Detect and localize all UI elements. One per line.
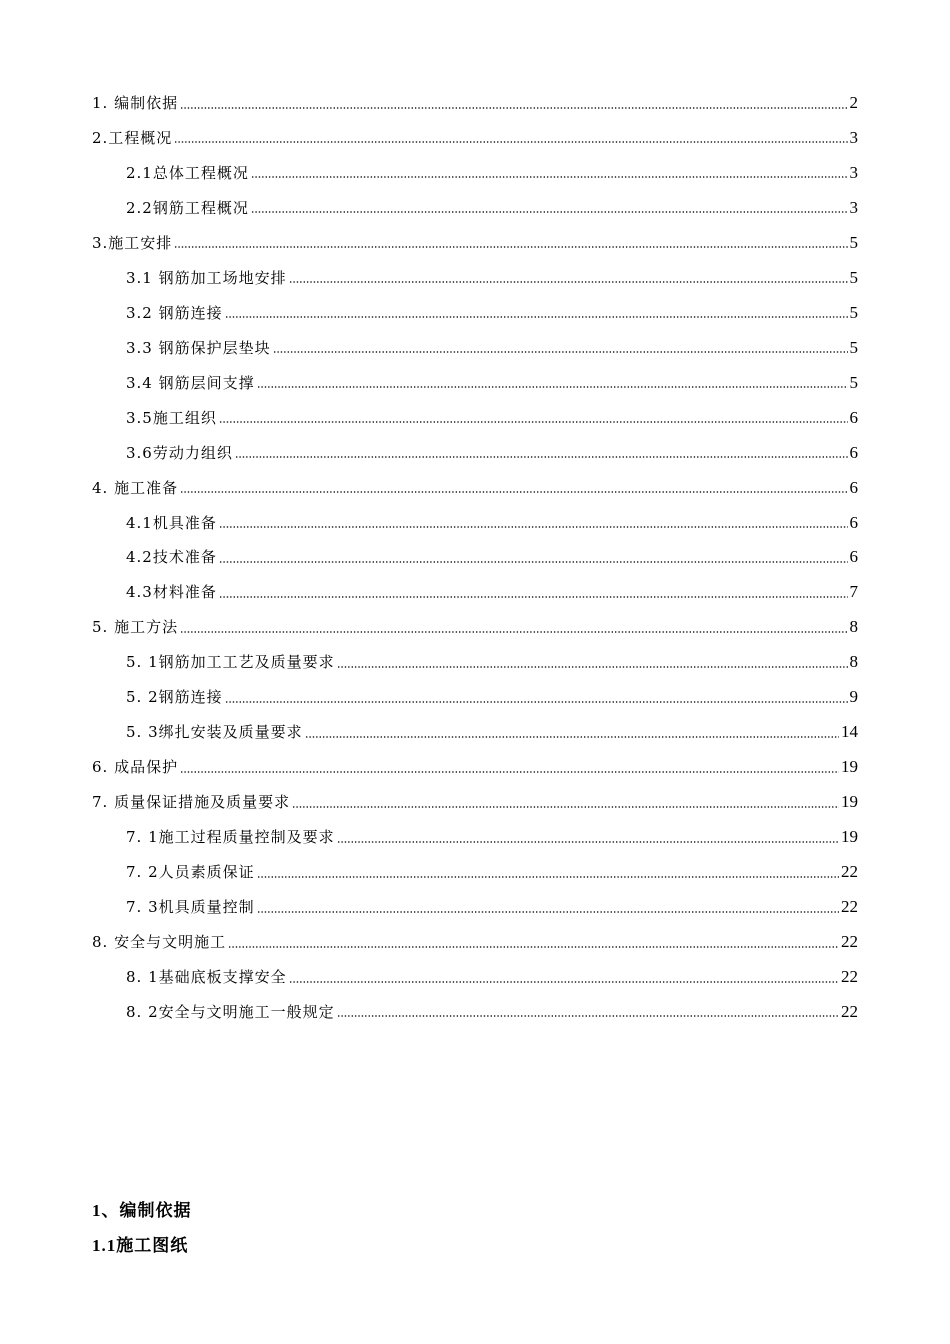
toc-entry[interactable] — [126, 436, 858, 470]
toc-entry-label: 3.1 钢筋加工场地安排 — [126, 268, 287, 287]
toc-entry[interactable] — [126, 855, 858, 889]
toc-entry[interactable] — [126, 890, 858, 924]
toc-entry[interactable] — [126, 191, 858, 225]
toc-dot-leader — [337, 666, 848, 668]
toc-dot-leader — [235, 456, 848, 458]
toc-dot-leader — [219, 526, 848, 528]
toc-entry[interactable] — [92, 226, 858, 260]
toc-dot-leader — [273, 351, 848, 353]
toc-entry-label: 5. 1钢筋加工工艺及质量要求 — [126, 653, 335, 672]
toc-entry[interactable] — [92, 785, 858, 819]
toc-dot-leader — [257, 911, 839, 913]
toc-entry[interactable] — [126, 331, 858, 365]
toc-page-number: 6 — [849, 547, 858, 567]
toc-page-number: 5 — [849, 302, 858, 322]
toc-entry[interactable] — [126, 680, 858, 714]
toc-page-number: 7 — [849, 582, 858, 602]
toc-page-number: 22 — [841, 1001, 858, 1021]
toc-entry[interactable] — [126, 715, 858, 749]
toc-entry-label: 8. 1基础底板支撑安全 — [126, 968, 287, 986]
toc-dot-leader — [225, 316, 848, 318]
toc-entry-label: 3.3 钢筋保护层垫块 — [126, 338, 271, 357]
toc-page-number: 6 — [849, 512, 858, 532]
toc-entry[interactable] — [92, 610, 858, 644]
toc-page-number: 3 — [849, 127, 858, 147]
toc-dot-leader — [257, 386, 848, 388]
toc-entry[interactable] — [92, 750, 858, 784]
toc-entry-label: 8. 2安全与文明施工一般规定 — [126, 1002, 335, 1021]
toc-page-number: 8 — [849, 617, 858, 637]
toc-dot-leader — [174, 246, 847, 248]
toc-entry-label: 7. 1施工过程质量控制及要求 — [126, 828, 335, 847]
subsection-heading: 1.1施工图纸 — [92, 1236, 189, 1255]
toc-page-number: 22 — [841, 862, 858, 882]
toc-dot-leader — [180, 107, 847, 109]
toc-entry[interactable] — [126, 540, 858, 574]
toc-dot-leader — [180, 631, 847, 633]
toc-entry-label: 8. 安全与文明施工 — [92, 933, 227, 952]
toc-entry-label: 3.2 钢筋连接 — [126, 303, 223, 322]
toc-entry-label: 4.1机具准备 — [126, 513, 217, 532]
toc-page-number: 6 — [849, 477, 858, 497]
toc-dot-leader — [180, 771, 839, 773]
toc-page-number: 2 — [849, 93, 858, 112]
toc-entry-label: 2.2钢筋工程概况 — [126, 198, 249, 217]
toc-entry[interactable] — [92, 925, 858, 959]
toc-entry[interactable] — [126, 645, 858, 679]
section-heading: 1、编制依据 — [92, 1201, 192, 1220]
toc-entry[interactable] — [92, 121, 858, 155]
toc-entry[interactable] — [126, 820, 858, 854]
toc-entry-label: 2.工程概况 — [92, 128, 173, 147]
toc-page-number: 14 — [841, 722, 858, 742]
toc-dot-leader — [289, 981, 839, 983]
toc-page-number: 5 — [849, 232, 858, 252]
toc-entry[interactable] — [126, 995, 858, 1029]
toc-entry-label: 7. 质量保证措施及质量要求 — [92, 793, 291, 812]
toc-dot-leader — [225, 701, 848, 703]
toc-entry-label: 4. 施工准备 — [92, 478, 179, 497]
toc-page-number: 6 — [849, 407, 858, 427]
toc-page-number: 19 — [841, 757, 858, 777]
toc-dot-leader — [292, 806, 839, 808]
toc-entry-label: 3.4 钢筋层间支撑 — [126, 373, 255, 392]
toc-page-number: 6 — [849, 442, 858, 462]
toc-dot-leader — [251, 211, 848, 213]
toc-entry[interactable] — [126, 401, 858, 435]
toc-entry-label: 7. 2人员素质保证 — [126, 863, 255, 882]
toc-page-number: 5 — [849, 372, 858, 392]
toc-dot-leader — [174, 141, 847, 143]
toc-dot-leader — [219, 561, 848, 563]
toc-entry[interactable] — [126, 960, 858, 994]
toc-page-number: 5 — [849, 337, 858, 357]
toc-page-number: 3 — [849, 197, 858, 217]
toc-dot-leader — [305, 736, 839, 738]
toc-entry-label: 4.3材料准备 — [126, 583, 217, 602]
toc-entry[interactable] — [126, 575, 858, 609]
toc-dot-leader — [257, 876, 839, 878]
toc-entry[interactable] — [126, 506, 858, 540]
toc-entry-label: 5. 3绑扎安装及质量要求 — [126, 723, 303, 742]
toc-entry-label: 1. 编制依据 — [92, 94, 179, 112]
toc-page-number: 22 — [841, 932, 858, 952]
toc-entry[interactable] — [92, 471, 858, 505]
toc-page-number: 19 — [841, 792, 858, 812]
toc-dot-leader — [251, 176, 848, 178]
toc-entry-label: 6. 成品保护 — [92, 758, 179, 777]
toc-page-number: 8 — [849, 652, 858, 672]
toc-dot-leader — [219, 596, 848, 598]
toc-dot-leader — [337, 841, 839, 843]
toc-page-number: 22 — [841, 967, 858, 986]
toc-entry[interactable] — [92, 86, 858, 120]
toc-entry-label: 5. 施工方法 — [92, 618, 179, 637]
toc-entry-label: 3.5施工组织 — [126, 408, 217, 427]
toc-page-number: 5 — [849, 267, 858, 287]
toc-entry[interactable] — [126, 366, 858, 400]
toc-entry-label: 2.1总体工程概况 — [126, 163, 249, 182]
toc-entry-label: 3.6劳动力组织 — [126, 443, 233, 462]
toc-entry[interactable] — [126, 296, 858, 330]
toc-entry-label: 7. 3机具质量控制 — [126, 898, 255, 917]
toc-dot-leader — [289, 281, 848, 283]
toc-page-number: 9 — [849, 687, 858, 707]
toc-page-number: 3 — [849, 162, 858, 182]
toc-dot-leader — [228, 946, 839, 948]
toc-entry-label: 3.施工安排 — [92, 233, 173, 252]
toc-dot-leader — [337, 1015, 839, 1017]
toc-page-number: 19 — [841, 827, 858, 847]
toc-dot-leader — [180, 491, 847, 493]
toc-page-number: 22 — [841, 897, 858, 917]
toc-entry-label: 5. 2钢筋连接 — [126, 688, 223, 707]
toc-entry[interactable] — [126, 156, 858, 190]
toc-entry-label: 4.2技术准备 — [126, 548, 217, 567]
toc-dot-leader — [219, 421, 848, 423]
toc-entry[interactable] — [126, 261, 858, 295]
